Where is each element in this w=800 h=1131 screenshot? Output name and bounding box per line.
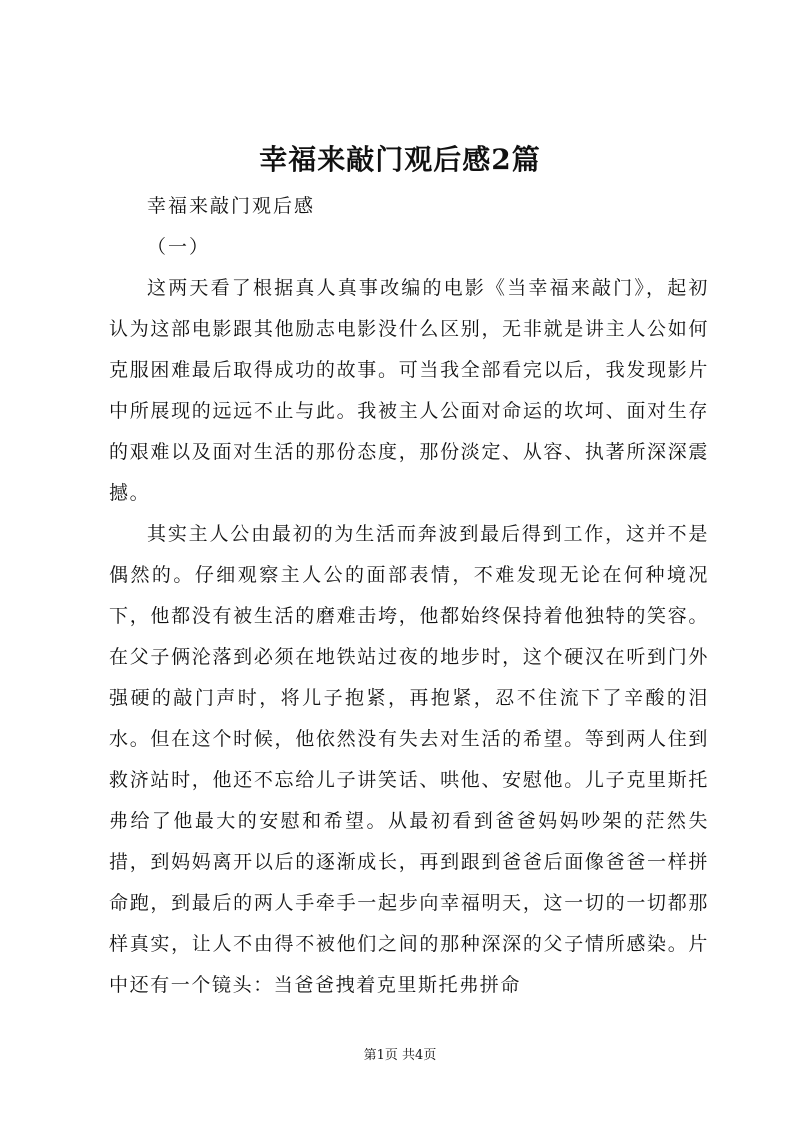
paragraph: 这两天看了根据真人真事改编的电影《当幸福来敲门》，起初认为这部电影跟其他励志电影没什么区别，无非就是讲主人公如何克服困难最后取得成功的故事。可当我全部看完以后，我发现影片中所展现的远远不止与此。我被主人公面对命运的坎坷、面对生存的艰难以及面对生活的那份态度，那份淡定、从容、执著所深深震撼。 <box>109 277 709 504</box>
document-title: 幸福来敲门观后感2篇 <box>259 143 541 176</box>
subtitle: 幸福来敲门观后感 <box>147 195 316 217</box>
paragraph: 其实主人公由最初的为生活而奔波到最后得到工作，这并不是偶然的。仔细观察主人公的面部表情，不难发现无论在何种境况下，他都没有被生活的磨难击垮，他都始终保持着他独特的笑容。在父子俩沦落到必须在地铁站过夜的地步时，这个硬汉在听到门外强硬的敲门声时，将儿子抱紧，再抱紧，忍不住流下了辛酸的泪水。但在这个时候，他依然没有失去对生活的希望。等到两人住到救济站时，他还不忘给儿子讲笑话、哄他、安慰他。儿子克里斯托弗给了他最大的安慰和希望。从最初看到爸爸妈妈吵架的茫然失措，到妈妈离开以后的逐渐成长，再到跟到爸爸后面像爸爸一样拼命跑，到最后的两人手牵手一起步向幸福明天，这一切的一切都那样真实，让人不由得不被他们之间的那种深深的父子情所感染。片中还有一个镜头：当爸爸拽着克里斯托弗拼命 <box>109 523 709 996</box>
document-body <box>109 186 709 1006</box>
page-footer: 第1页 共4页 <box>363 1048 437 1063</box>
section-heading: （一） <box>147 236 211 258</box>
